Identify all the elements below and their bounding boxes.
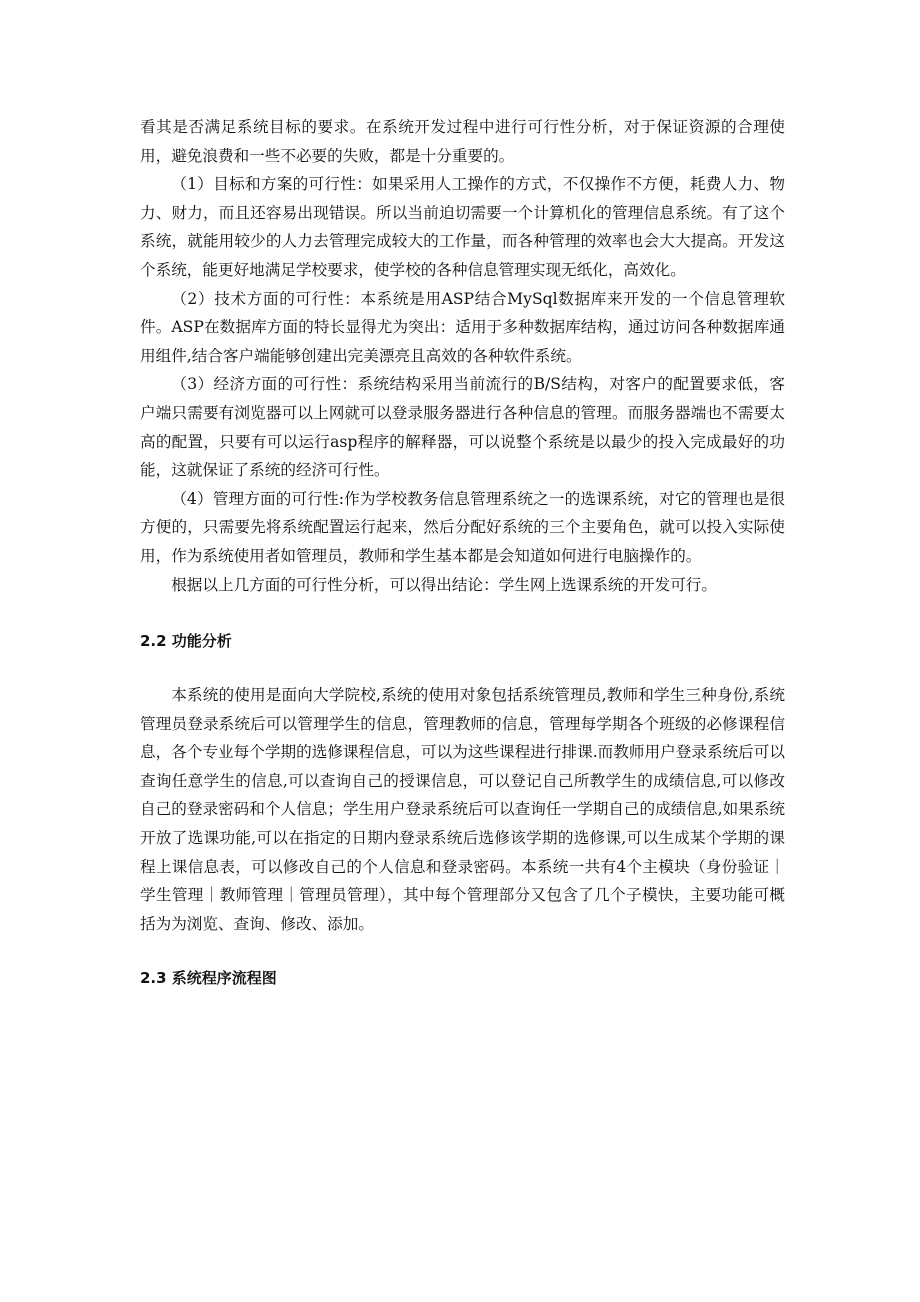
feasibility-item-technical: （2）技术方面的可行性：本系统是用ASP结合MySql数据库来开发的一个信息管理软件。ASP在数据库方面的特长显得尤为突出：适用于多种数据库结构，通过访问各种数据库通用组件,结合客户端能够创建出完美漂亮且高效的各种软件系统。 [140,289,785,365]
document-body [140,113,785,992]
function-analysis-paragraph: 本系统的使用是面向大学院校,系统的使用对象包括系统管理员,教师和学生三种身份,系统管理员登录系统后可以管理学生的信息，管理教师的信息，管理每学期各个班级的必修课程信息，各个专业每个学期的选修课程信息，可以为这些课程进行排课.而教师用户登录系统后可以查询任意学生的信息,可以查询自己的授课信息，可以登记自己所教学生的成绩信息,可以修改自己的登录密码和个人信息；学生用户登录系统后可以查询任一学期自己的成绩信息,如果系统开放了选课功能,可以在指定的日期内登录系统后选修该学期的选修课,可以生成某个学期的课程上课信息表，可以修改自己的个人信息和登录密码。本系统一共有4个主模块（身份验证｜学生管理｜教师管理｜管理员管理），其中每个管理部分又包含了几个子模快，主要功能可概括为为浏览、查询、修改、添加。 [140,686,785,933]
section-heading-flowchart: 2.3 系统程序流程图 [140,969,277,988]
intro-paragraph: 看其是否满足系统目标的要求。在系统开发过程中进行可行性分析，对于保证资源的合理使用，避免浪费和一些不必要的失败，都是十分重要的。 [140,118,785,165]
feasibility-item-goal: （1）目标和方案的可行性：如果采用人工操作的方式，不仅操作不方便，耗费人力、物力、财力，而且还容易出现错误。所以当前迫切需要一个计算机化的管理信息系统。有了这个系统，就能用较少的人力去管理完成较大的工作量，而各种管理的效率也会大大提高。开发这个系统，能更好地满足学校要求，使学校的各种信息管理实现无纸化，高效化。 [140,175,785,279]
feasibility-item-management: （4）管理方面的可行性:作为学校教务信息管理系统之一的选课系统，对它的管理也是很方便的，只需要先将系统配置运行起来，然后分配好系统的三个主要角色，就可以投入实际使用，作为系统使用者如管理员，教师和学生基本都是会知道如何进行电脑操作的。 [140,489,785,565]
conclusion-paragraph: 根据以上几方面的可行性分析，可以得出结论：学生网上选课系统的开发可行。 [171,575,717,594]
feasibility-item-economic: （3）经济方面的可行性：系统结构采用当前流行的B/S结构，对客户的配置要求低，客户端只需要有浏览器可以上网就可以登录服务器进行各种信息的管理。而服务器端也不需要太高的配置，只要有可以运行asp程序的解释器，可以说整个系统是以最少的投入完成最好的功能，这就保证了系统的经济可行性。 [140,375,785,480]
section-heading-function-analysis: 2.2 功能分析 [140,632,232,651]
